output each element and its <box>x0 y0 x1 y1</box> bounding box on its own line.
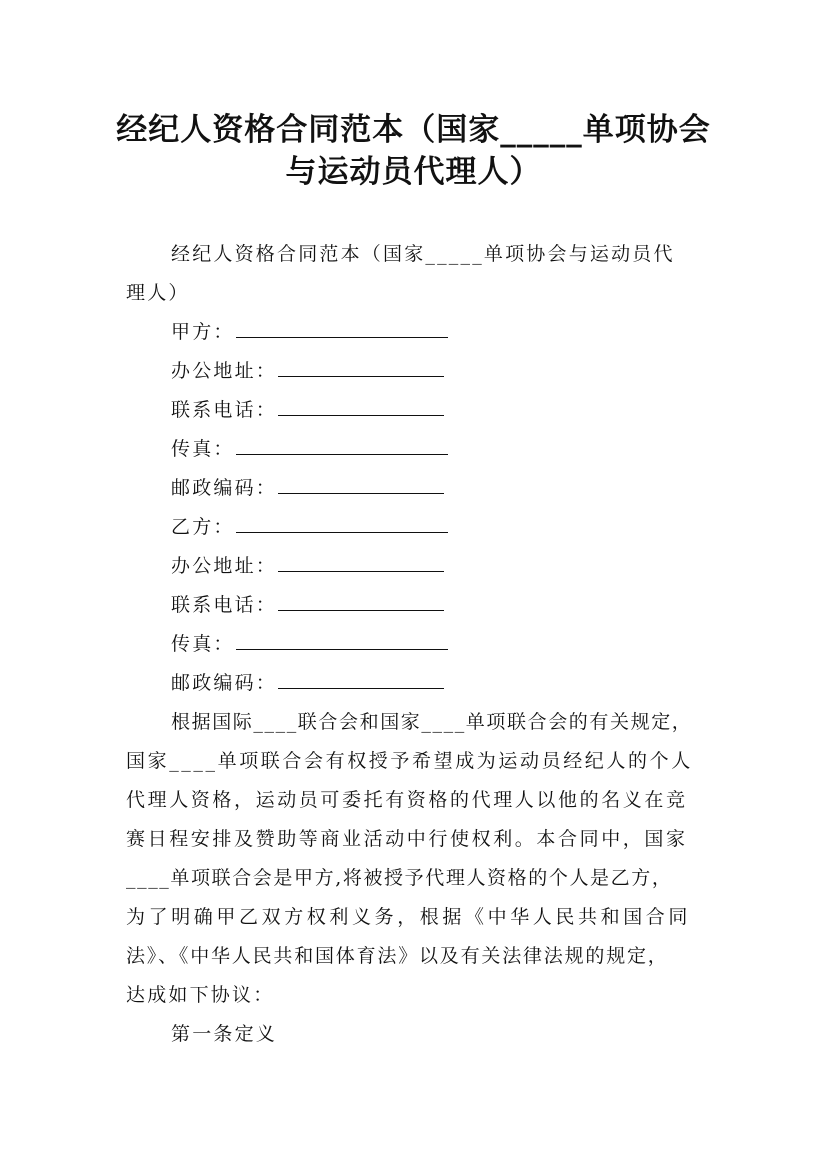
party-a-fax-blank <box>236 436 448 455</box>
body-line-8: 达成如下协议： <box>126 984 275 1006</box>
party-b-address-blank <box>278 553 444 572</box>
party-b-fax-label: 传真： <box>171 633 235 655</box>
party-b-name-label: 乙方： <box>171 516 235 538</box>
party-b-fax-field <box>171 630 448 658</box>
article-1-heading: 第一条定义 <box>171 1023 278 1045</box>
party-a-postcode-field <box>171 474 444 502</box>
party-a-name-blank <box>236 319 448 338</box>
party-b-postcode-blank <box>278 670 444 689</box>
party-b-address-label: 办公地址： <box>171 555 278 577</box>
party-a-address-blank <box>278 358 444 377</box>
body-line-2: 国家____单项联合会有权授予希望成为运动员经纪人的个人 <box>126 750 693 772</box>
body-line-4: 赛日程安排及赞助等商业活动中行使权利。本合同中，国家 <box>126 828 688 850</box>
party-a-fax-label: 传真： <box>171 438 235 460</box>
party-a-phone-label: 联系电话： <box>171 399 278 421</box>
party-a-phone-field <box>171 396 444 424</box>
body-line-6: 为了明确甲乙双方权利义务，根据《中华人民共和国合同 <box>126 906 692 928</box>
party-b-postcode-field <box>171 669 444 697</box>
document-title-line-2: 与运动员代理人） <box>285 154 542 190</box>
party-a-phone-blank <box>278 397 444 416</box>
body-line-7: 法》、《中华人民共和国体育法》以及有关法律法规的规定， <box>126 945 669 967</box>
party-a-fax-field <box>171 435 448 463</box>
party-b-phone-field <box>171 591 444 619</box>
body-line-1: 根据国际____联合会和国家____单项联合会的有关规定， <box>171 711 693 733</box>
party-a-postcode-blank <box>278 475 444 494</box>
party-b-fax-blank <box>236 631 448 650</box>
party-b-phone-blank <box>278 592 444 611</box>
party-b-address-field <box>171 552 444 580</box>
party-b-name-field <box>171 513 448 541</box>
party-b-postcode-label: 邮政编码： <box>171 672 278 694</box>
party-a-address-field <box>171 357 444 385</box>
party-a-name-field <box>171 318 448 346</box>
intro-line-2: 理人） <box>126 282 190 304</box>
document-title-line-1: 经纪人资格合同范本（国家_____单项协会 <box>116 112 711 148</box>
party-b-phone-label: 联系电话： <box>171 594 278 616</box>
party-a-name-label: 甲方： <box>171 321 235 343</box>
body-line-3: 代理人资格，运动员可委托有资格的代理人以他的名义在竞 <box>126 789 688 811</box>
party-b-name-blank <box>236 514 448 533</box>
party-a-address-label: 办公地址： <box>171 360 278 382</box>
party-a-postcode-label: 邮政编码： <box>171 477 278 499</box>
intro-line-1: 经纪人资格合同范本（国家_____单项协会与运动员代 <box>171 243 675 265</box>
body-line-5: ____单项联合会是甲方,将被授予代理人资格的个人是乙方， <box>126 867 673 889</box>
